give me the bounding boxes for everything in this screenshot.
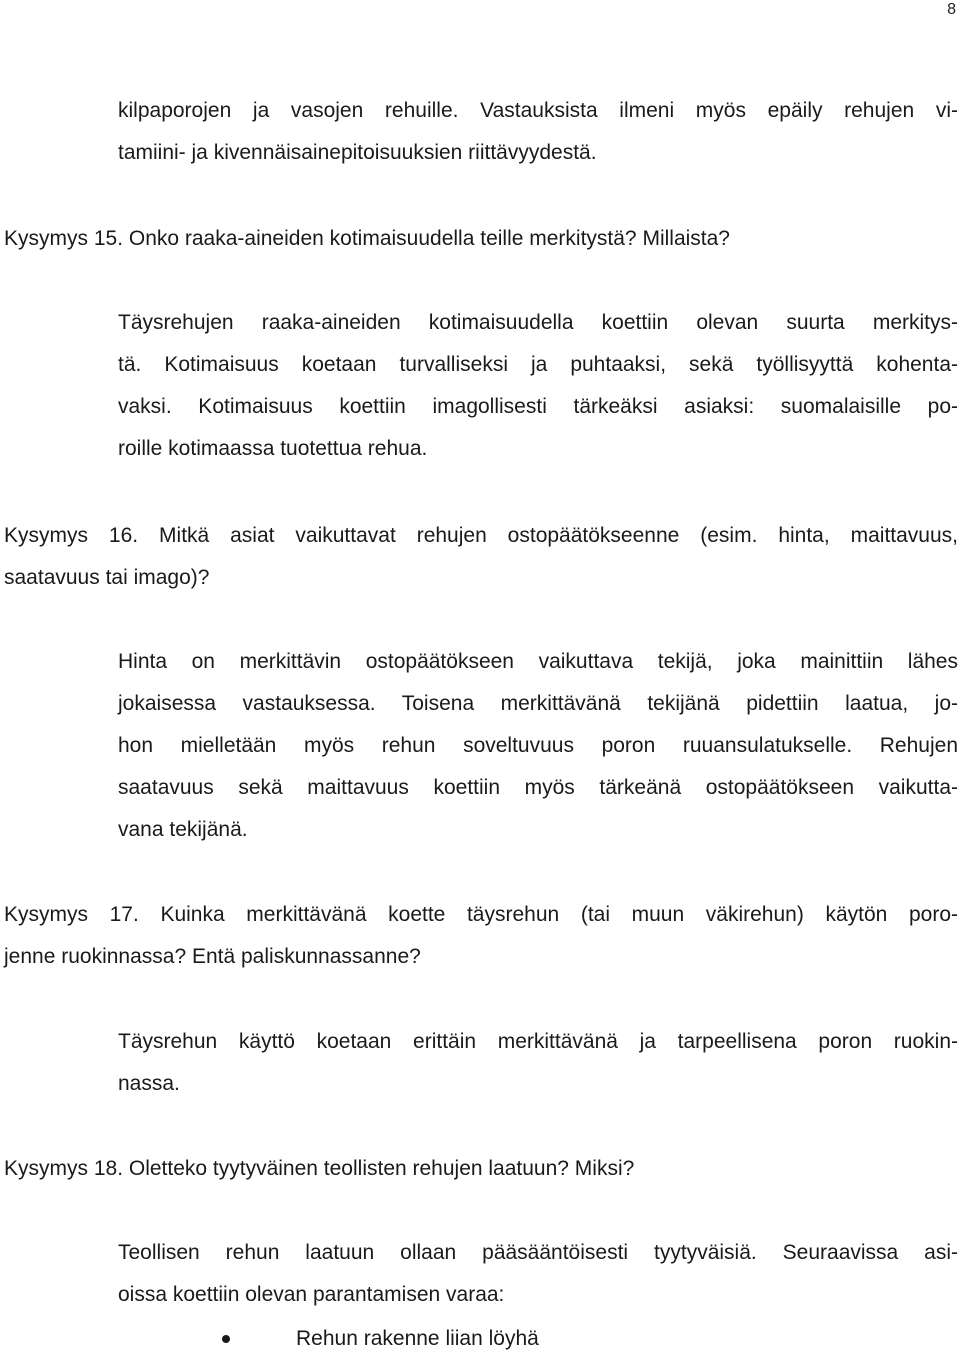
question-paragraph <box>4 218 958 260</box>
text-line: Teollisen rehun laatuun ollaan pääsääntöisesti tyytyväisiä. Seuraavissa asi- <box>118 1241 958 1264</box>
text-line: Kysymys 16. Mitkä asiat vaikuttavat rehujen ostopäätökseenne (esim. hinta, maittavuus, <box>4 524 958 547</box>
answer-paragraph <box>118 641 958 851</box>
list-item <box>118 1318 539 1360</box>
text-line: Kysymys 17. Kuinka merkittävänä koette täysrehun (tai muun väkirehun) käytön poro- <box>4 903 958 926</box>
text-line: saatavuus sekä maittavuus koettiin myös tärkeänä ostopäätökseen vaikutta- <box>118 776 958 799</box>
answer-paragraph <box>118 1021 958 1105</box>
text-line: jokaisessa vastauksessa. Toisena merkittävänä tekijänä pidettiin laatua, jo- <box>118 692 958 715</box>
page-number: 8 <box>947 1 956 18</box>
text-line: oissa koettiin olevan parantamisen varaa: <box>118 1283 505 1306</box>
text-line: saatavuus tai imago)? <box>4 566 210 589</box>
question-paragraph <box>4 894 958 978</box>
question-paragraph <box>4 515 958 599</box>
text-line: kilpaporojen ja vasojen rehuille. Vastauksista ilmeni myös epäily rehujen vi- <box>118 99 958 122</box>
text-line: nassa. <box>118 1072 180 1095</box>
answer-paragraph <box>118 302 958 470</box>
text-line: Täysrehujen raaka-aineiden kotimaisuudella koettiin olevan suurta merkitys- <box>118 311 958 334</box>
answer-paragraph <box>118 90 958 174</box>
text-line: tamiini- ja kivennäisainepitoisuuksien riittävyydestä. <box>118 141 597 164</box>
bullet-list <box>118 1318 539 1360</box>
bullet-text: Rehun rakenne liian löyhä <box>296 1327 539 1350</box>
text-line: tä. Kotimaisuus koetaan turvalliseksi ja puhtaaksi, sekä työllisyyttä kohenta- <box>118 353 958 376</box>
text-line: Kysymys 15. Onko raaka-aineiden kotimaisuudella teille merkitystä? Millaista? <box>4 227 730 250</box>
bullet-icon <box>222 1335 230 1343</box>
text-line: jenne ruokinnassa? Entä paliskunnassanne? <box>4 945 421 968</box>
text-line: Kysymys 18. Oletteko tyytyväinen teollisten rehujen laatuun? Miksi? <box>4 1157 635 1180</box>
text-line: Hinta on merkittävin ostopäätökseen vaikuttava tekijä, joka mainittiin lähes <box>118 650 958 673</box>
text-line: hon mielletään myös rehun soveltuvuus poron ruuansulatukselle. Rehujen <box>118 734 958 757</box>
text-line: vaksi. Kotimaisuus koettiin imagollisesti tärkeäksi asiaksi: suomalaisille po- <box>118 395 958 418</box>
question-paragraph <box>4 1148 958 1190</box>
answer-paragraph <box>118 1232 958 1316</box>
text-line: roille kotimaassa tuotettua rehua. <box>118 437 428 460</box>
text-line: vana tekijänä. <box>118 818 248 841</box>
text-line: Täysrehun käyttö koetaan erittäin merkittävänä ja tarpeellisena poron ruokin- <box>118 1030 958 1053</box>
